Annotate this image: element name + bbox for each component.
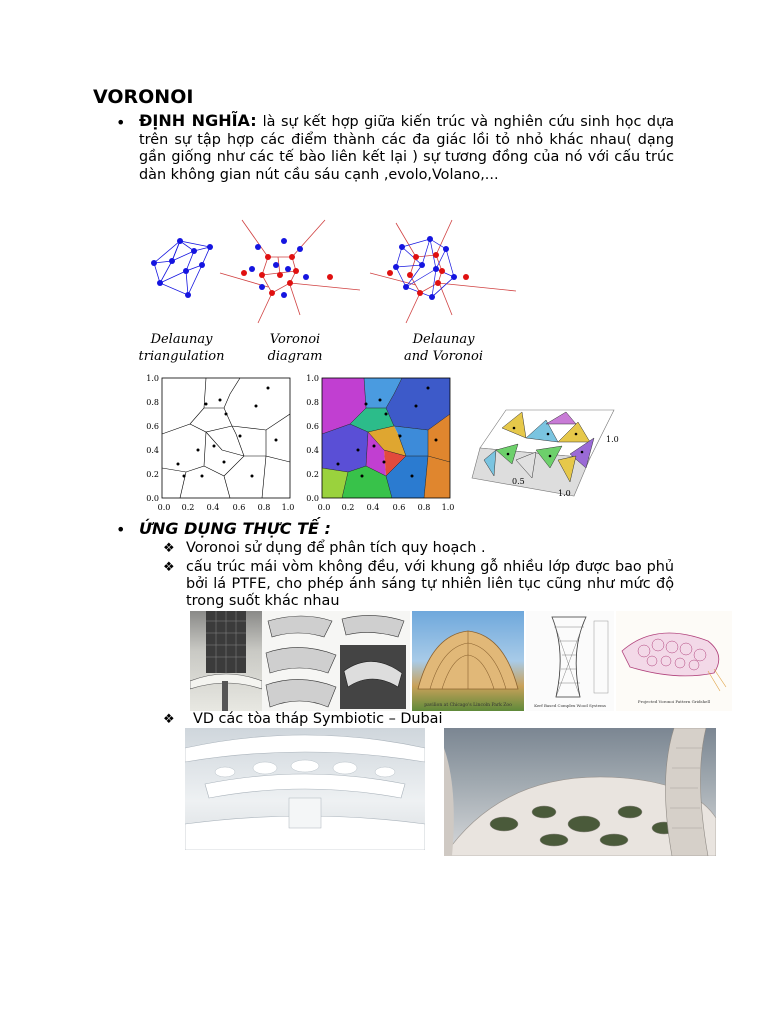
y-tick: 0.8 — [146, 398, 159, 407]
photo-caption-kerf: Kerf Based Complex Wood Systems — [534, 703, 606, 708]
caption-delaunay-and-voronoi: Delaunay and Voronoi — [404, 332, 483, 364]
x-tick: 0.5 — [512, 477, 525, 486]
x-tick: 1.0 — [441, 503, 455, 512]
y-tick: 0.0 — [306, 494, 319, 503]
voronoi-line-plot — [140, 372, 302, 514]
application-item-2: cấu trúc mái vòm không đều, với khung gỗ nhiều lớp được bao phủ bởi lá PTFE, cho phép ánh sáng tự nhiên liên tục cũng như mức độ trong suốt khác nhau — [186, 559, 674, 609]
sub-bullet-icon: ❖ — [163, 560, 175, 575]
y-tick: 0.6 — [306, 422, 319, 431]
caption-delaunay-triangulation: Delaunay triangulation — [138, 332, 225, 364]
x-tick: 1.0 — [281, 503, 295, 512]
x-tick: 0.2 — [181, 503, 195, 512]
delaunay-voronoi-diagrams — [140, 215, 520, 325]
y-tick: 0.2 — [146, 470, 159, 479]
voronoi-building-photo — [190, 611, 262, 711]
x-tick: 0.6 — [232, 503, 246, 512]
y-tick: 1.0 — [606, 435, 619, 444]
caption-voronoi-diagram: Voronoi diagram — [267, 332, 323, 364]
photo-caption-lincoln: pavilion at Chicago's Lincoln Park Zoo — [424, 703, 512, 708]
y-tick: 0.2 — [306, 470, 319, 479]
voronoi-gridshell-photo — [616, 611, 732, 711]
delaunay-triangulation-figure — [154, 241, 210, 295]
x-tick: 0.6 — [392, 503, 406, 512]
definition-heading: ĐỊNH NGHĨA: — [139, 111, 257, 130]
x-tick: 0.8 — [257, 503, 271, 512]
application-item-3: VD các tòa tháp Symbiotic – Dubai — [193, 711, 443, 727]
sub-bullet-icon: ❖ — [163, 541, 175, 556]
x-tick: 0.0 — [157, 503, 171, 512]
y-tick: 0.6 — [146, 422, 159, 431]
sub-bullet-icon: ❖ — [163, 712, 175, 727]
symbiotic-towers-aerial-render — [444, 728, 716, 856]
y-tick: 0.8 — [306, 398, 319, 407]
bullet-definition: • — [116, 113, 126, 132]
x-tick: 0.4 — [366, 503, 380, 512]
kerf-wood-system-photo — [526, 611, 614, 711]
page-title: VORONOI — [93, 86, 194, 108]
voronoi-colored-plot — [302, 372, 462, 514]
y-tick: 1.0 — [306, 374, 319, 383]
voronoi-panel-models-photo — [262, 611, 410, 711]
y-tick: 1.0 — [146, 374, 159, 383]
symbiotic-tower-interior-render — [185, 728, 425, 850]
x-tick: 1.0 — [558, 489, 571, 498]
y-tick: 0.0 — [146, 494, 159, 503]
x-tick: 0.2 — [341, 503, 355, 512]
definition-text: là sự kết hợp giữa kiến trúc và nghiên cứu sinh học dựa trên sự tập hợp các điểm thành các đa giác lồi tỏ nhỏ khác nhau( dạng gần giống như các tế bào liên kết lại ) sự tương đồng của nó với cấu trúc dàn không gian nút cầu sáu cạnh ,evolo,Volano,... — [139, 114, 675, 183]
application-item-1: Voronoi sử dụng để phân tích quy hoạch . — [186, 540, 486, 556]
bullet-applications: • — [116, 520, 126, 539]
y-tick: 0.4 — [146, 446, 159, 455]
x-tick: 0.0 — [317, 503, 331, 512]
y-tick: 0.4 — [306, 446, 319, 455]
photo-caption-gridshell: Projected Voronoi Pattern Gridshell — [637, 699, 711, 704]
lincoln-park-pavilion-photo — [412, 611, 524, 711]
definition-paragraph — [139, 112, 674, 184]
applications-heading: ỨNG DỤNG THỰC TẾ : — [139, 519, 331, 538]
x-tick: 0.8 — [417, 503, 431, 512]
voronoi-3d-plot — [466, 398, 622, 502]
x-tick: 0.4 — [206, 503, 220, 512]
